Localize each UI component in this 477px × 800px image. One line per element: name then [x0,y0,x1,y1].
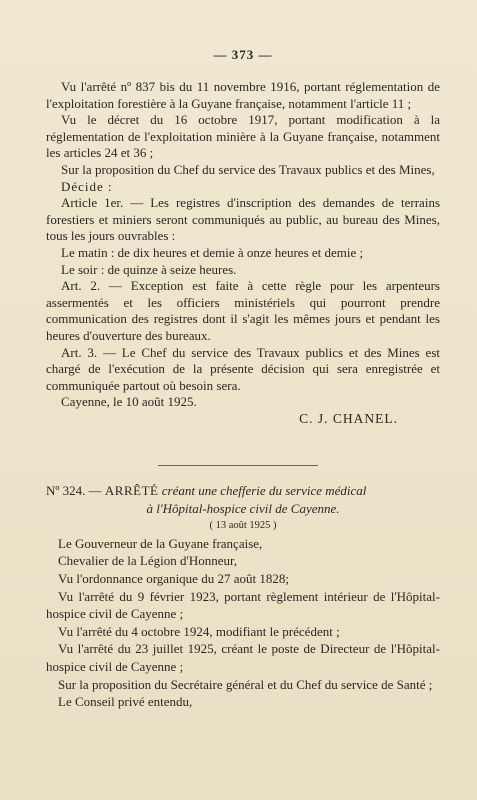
visa-ordonnance: Vu l'ordonnance organique du 27 août 1828; [58,570,289,586]
visa-arrete-1925: Vu l'arrêté du 23 juillet 1925, créant le poste de Directeur de l'Hôpital-hospice civil de Cayenne ; [46,641,440,674]
paragraph-visa-1: Vu l'arrêté nº 837 bis du 11 novembre 1916, portant réglementation de l'exploitation forestière à la Guyane française, notamment l'article 11 ; [46,79,440,111]
article-2: Art. 2. — Exception est faite à cette règle pour les arpenteurs assermentés et les officiers ministériels qui pourront prendre communication des registres dont il s'agit les mêmes jours et pendant les heures d'ouverture des bureaux. [46,278,440,343]
arrete-title-line1: créant une chefferie du service médical [161,483,367,498]
conseil-line: Le Conseil privé entendu, [58,694,193,710]
proposition-line: Sur la proposition du Secrétaire général et du Chef du service de Santé ; [58,676,433,692]
hours-evening: Le soir : de quinze à seize heures. [61,261,237,277]
place-date: Cayenne, le 10 août 1925. [61,394,197,410]
decide-heading: Décide : [61,178,113,194]
decision-block [46,79,440,427]
arrete-label: ARRÊTÉ [104,483,159,498]
visa-arrete-1924: Vu l'arrêté du 4 octobre 1924, modifiant le précédent ; [58,623,340,639]
arrete-number: Nº 324. — [46,483,102,498]
article-3: Art. 3. — Le Chef du service des Travaux publics et des Mines est chargé de l'exécution de la présente décision qui sera enregistrée et communiquée partout où besoin sera. [46,344,440,393]
hours-morning: Le matin : de dix heures et demie à onze heures et demie ; [61,244,364,260]
paragraph-proposition: Sur la proposition du Chef du service des Travaux publics et des Mines, [61,161,435,177]
article-1: Article 1er. — Les registres d'inscription des demandes de terrains forestiers et miniers seront communiqués au public, au bureau des Mines, tous les jours ouvrables : [46,195,440,244]
visa-arrete-1923: Vu l'arrêté du 9 février 1923, portant règlement intérieur de l'Hôpital-hospice civil de Cayenne ; [46,588,440,622]
chevalier-line: Chevalier de la Légion d'Honneur, [58,553,238,569]
section-divider [158,465,318,466]
paragraph-visa-2: Vu le décret du 16 octobre 1917, portant modification à la réglementation de l'exploitation minière à la Guyane française, notamment les articles 24 et 36 ; [46,112,440,161]
governor-line: Le Gouverneur de la Guyane française, [58,535,263,551]
signature: C. J. CHANEL. [299,410,398,426]
arrete-title [46,482,440,500]
arrete-date: ( 13 août 1925 ) [209,520,277,532]
page-number: — 373 — [213,47,273,62]
arrete-title-line2: à l'Hôpital-hospice civil de Cayenne. [146,500,340,516]
arrete-block [46,482,440,711]
